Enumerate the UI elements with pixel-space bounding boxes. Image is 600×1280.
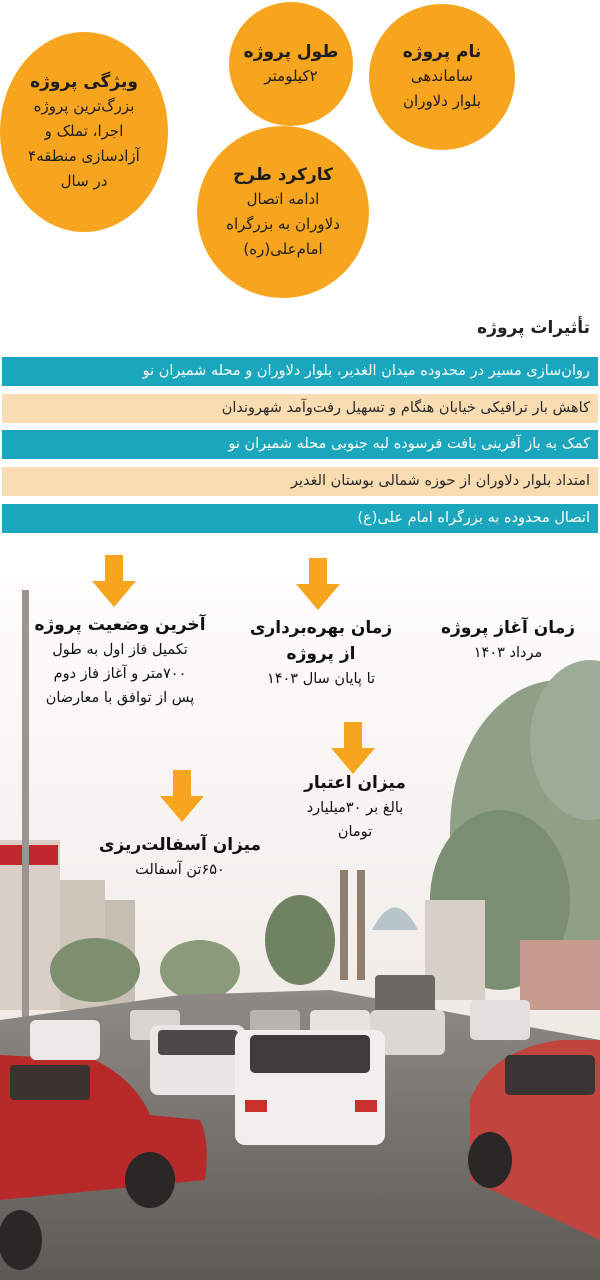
- project-function-line-3: امام‌علی(ره): [243, 239, 323, 258]
- project-feature-line-2: اجرا، تملک و: [44, 122, 124, 140]
- project-feature-title: ویژگی پروژه: [30, 72, 138, 92]
- impact-item: اتصال محدوده به بزرگراه امام علی(ع): [2, 504, 598, 533]
- budget-arrow-icon: [331, 722, 375, 774]
- status-line-1: تکمیل فاز اول به طول: [52, 642, 188, 658]
- start-time-value: مرداد ۱۴۰۳: [473, 645, 543, 661]
- project-function-line-2: دلاوران به بزرگراه: [226, 214, 340, 233]
- budget-line-1: بالغ بر ۳۰میلیارد: [306, 800, 404, 816]
- status-title: آخرین وضعیت پروژه: [34, 615, 206, 635]
- status-line-3: پس از توافق با معارضان: [45, 690, 195, 706]
- asphalt-value: ۶۵۰تن آسفالت: [135, 862, 225, 878]
- project-feature-line-3: آزادسازی منطقه۴: [28, 147, 140, 165]
- start-time-block: [420, 615, 596, 665]
- project-length-circle: [229, 2, 353, 126]
- project-feature-line-1: بزرگ‌ترین پروژه: [33, 97, 135, 115]
- project-feature-line-4: در سال: [60, 172, 108, 190]
- budget-title: میزان اعتبار: [304, 773, 406, 793]
- operation-time-title-1: زمان بهره‌برداری: [249, 618, 393, 638]
- project-length-title: طول پروژه: [243, 41, 339, 62]
- impacts-title: تأثیرات پروژه: [477, 318, 590, 338]
- impact-item: امتداد بلوار دلاوران از حوزه شمالی بوستان الغدیر: [2, 467, 598, 496]
- status-line-2: ۷۰۰متر و آغاز فاز دوم: [53, 666, 187, 682]
- project-feature-circle: [0, 32, 168, 232]
- asphalt-title: میزان آسفالت‌ریزی: [98, 835, 262, 855]
- start-time-title: زمان آغاز پروژه: [441, 618, 575, 638]
- project-function-title: کارکرد طرح: [233, 164, 333, 185]
- status-block: [20, 612, 220, 710]
- budget-block: [270, 770, 440, 844]
- asphalt-block: [85, 832, 275, 882]
- project-name-circle: [369, 4, 515, 150]
- project-function-line-1: ادامه اتصال: [246, 189, 320, 208]
- status-arrow-icon: [92, 555, 136, 607]
- operation-time-value: تا پایان سال ۱۴۰۳: [266, 671, 376, 687]
- operation-time-title-2: از پروژه: [286, 644, 356, 664]
- impact-item: روان‌سازی مسیر در محدوده میدان الغدیر، بلوار دلاوران و محله شمیران نو: [2, 357, 598, 386]
- project-name-title: نام پروژه: [402, 42, 482, 62]
- asphalt-arrow-icon: [160, 770, 204, 822]
- operation-arrow-icon: [296, 558, 340, 610]
- project-length-value: ۲کیلومتر: [264, 66, 318, 85]
- impact-item: کاهش بار ترافیکی خیابان هنگام و تسهیل رفت‌وآمد شهروندان: [2, 394, 598, 423]
- project-name-line-1: ساماندهی: [410, 67, 474, 85]
- budget-line-2: تومان: [337, 824, 373, 840]
- project-name-line-2: بلوار دلاوران: [403, 92, 481, 110]
- operation-time-block: [236, 615, 406, 691]
- project-function-circle: [197, 126, 369, 298]
- impact-item: کمک به باز آفرینی بافت فرسوده لبه جنوبی محله شمیران نو: [2, 430, 598, 459]
